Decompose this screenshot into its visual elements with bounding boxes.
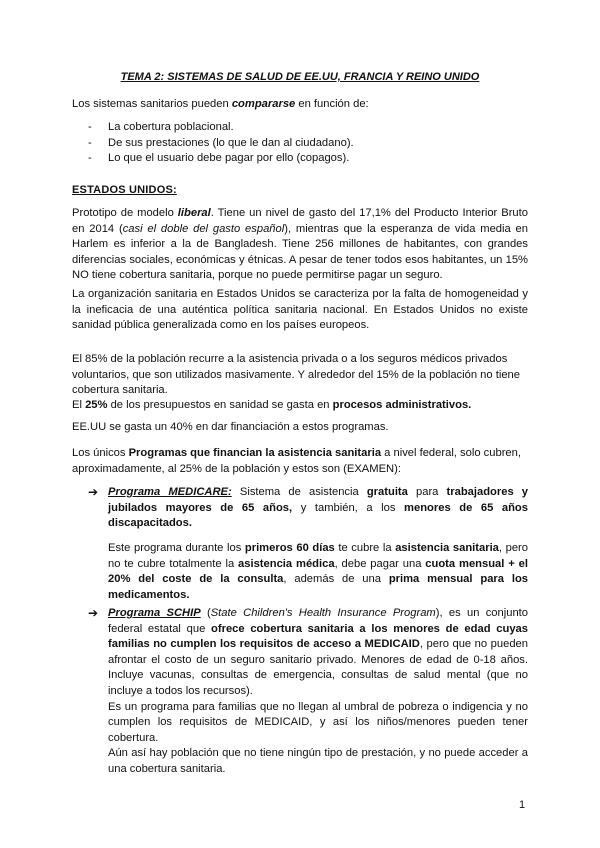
text: Prototipo de modelo [72, 207, 178, 219]
text: , pero que no pueden afrontar el costo de un seguro sanitario privado. Menores de edad de 0-18 años. Incluye vacunas, consultas de emergencia, consultas de salud mental (que no incluye a todos los recursos). [108, 638, 528, 697]
text-bold: trabajadores y jubilados mayores de 65 años, [108, 486, 529, 514]
text-bold: Programas que financian la asistencia sanitaria [128, 447, 382, 459]
schip-eligibility: Es un programa para familias que no llegan al umbral de pobreza o indigencia y no cumplen los requisitos de MEDICAID, y así los niños/menores pueden tener cobertura. [108, 700, 528, 744]
text: El [72, 399, 86, 411]
text: ), es un conjunto federal estatal que [108, 607, 528, 635]
text: de los presupuestos en sanidad se gasta en [107, 399, 333, 411]
text: y también, a los [292, 501, 405, 514]
text-emphasis: liberal [177, 207, 211, 219]
text-italic: casi el doble del gasto español [122, 222, 285, 235]
text: ), mientras que la esperanza de vida media en Harlem es inferior a la de Bangladesh. Tiene 256 millones de habitantes, con grandes diferencias sociales, económicas y étnicas. A pesar de tener todos esos habitantes, un 15% NO tiene cobertura sanitaria, porque no puede permitirse pagar un seguro. [72, 222, 528, 282]
text-bold: 25% [85, 399, 108, 411]
comparison-criteria-list [88, 120, 528, 167]
text-bold: asistencia médica [238, 557, 335, 570]
list-item: - De sus prestaciones (lo que le dan al ciudadano). [88, 136, 528, 152]
text: para [407, 486, 447, 498]
text: , además de una [283, 573, 389, 586]
text-bold: primeros 60 días [244, 542, 335, 554]
text: . Tiene un nivel de gasto del 17,1% del Producto Interior Bruto en 2014 ( [72, 207, 528, 235]
text-bold: ofrece cobertura sanitaria a los menores de edad cuyas familias no cumplen los requisitos de acceso a MEDICAID [108, 622, 528, 651]
text: , pero no te cubre totalmente la [108, 542, 528, 570]
intro-text: Los sistemas sanitarios pueden [72, 98, 232, 110]
text: ( [200, 607, 211, 619]
text-bold: gratuita [366, 486, 408, 498]
paragraph-financing: EE.UU se gasta un 40% en dar financiación a estos programas. [72, 421, 389, 433]
intro-paragraph [72, 97, 528, 113]
text: Sistema de asistencia [231, 486, 367, 498]
text: a nivel federal, solo cubren, aproximadamente, al 25% de la población y estos son (EXAMEN): [72, 447, 521, 475]
text-italic: State Children's Health Insurance Program [210, 607, 436, 619]
paragraph-liberal-model [72, 206, 528, 284]
schip-gap-note: Aún así hay población que no tiene ningún tipo de prestación, y no puede acceder a una cobertura sanitaria. [108, 747, 528, 775]
arrow-bullet-icon: ➔ [88, 606, 99, 620]
text-bold: procesos administrativos. [332, 399, 472, 411]
medicare-detail [108, 541, 528, 603]
text: , debe pagar una [334, 557, 426, 570]
program-name: Programa SCHIP [108, 607, 201, 619]
intro-emphasis: compararse [231, 98, 296, 110]
program-schip [88, 606, 528, 778]
arrow-bullet-icon: ➔ [88, 485, 99, 499]
intro-text-end: en función de: [295, 98, 369, 110]
text-bold: menores de 65 años discapacitados. [108, 501, 528, 530]
paragraph-private-insurance: El 85% de la población recurre a la asistencia privada o a los seguros médicos privados voluntarios, que son utilizados masivamente. Y alrededor del 15% de la población no tiene cobertura sanitaria. [72, 353, 520, 397]
section-heading-us: ESTADOS UNIDOS: [72, 184, 177, 196]
text: Los únicos [72, 447, 129, 459]
program-name: Programa MEDICARE: [108, 486, 232, 498]
text-bold: prima mensual para los medicamentos. [108, 573, 528, 601]
program-medicare [88, 485, 528, 532]
page-number: 1 [519, 799, 526, 811]
text-bold: asistencia sanitaria [395, 542, 499, 554]
list-item: - Lo que el usuario debe pagar por ello (copagos). [88, 151, 528, 167]
text: te cubre la [334, 542, 396, 554]
text-bold: cuota mensual + el 20% del coste de la consulta [108, 557, 528, 586]
list-item: - La cobertura poblacional. [88, 120, 528, 136]
paragraph-organization: La organización sanitaria en Estados Unidos se caracteriza por la falta de homogeneidad y la ineficacia de una auténtica política sanitaria nacional. En Estados Unidos no existe sanidad pública generalizada como en los países europeos. [72, 288, 528, 332]
paragraph-admin-costs [72, 398, 528, 414]
document-title: TEMA 2: SISTEMAS DE SALUD DE EE.UU, FRANCIA Y REINO UNIDO [120, 71, 480, 83]
text: Este programa durante los [108, 542, 245, 554]
paragraph-programs [72, 446, 528, 477]
